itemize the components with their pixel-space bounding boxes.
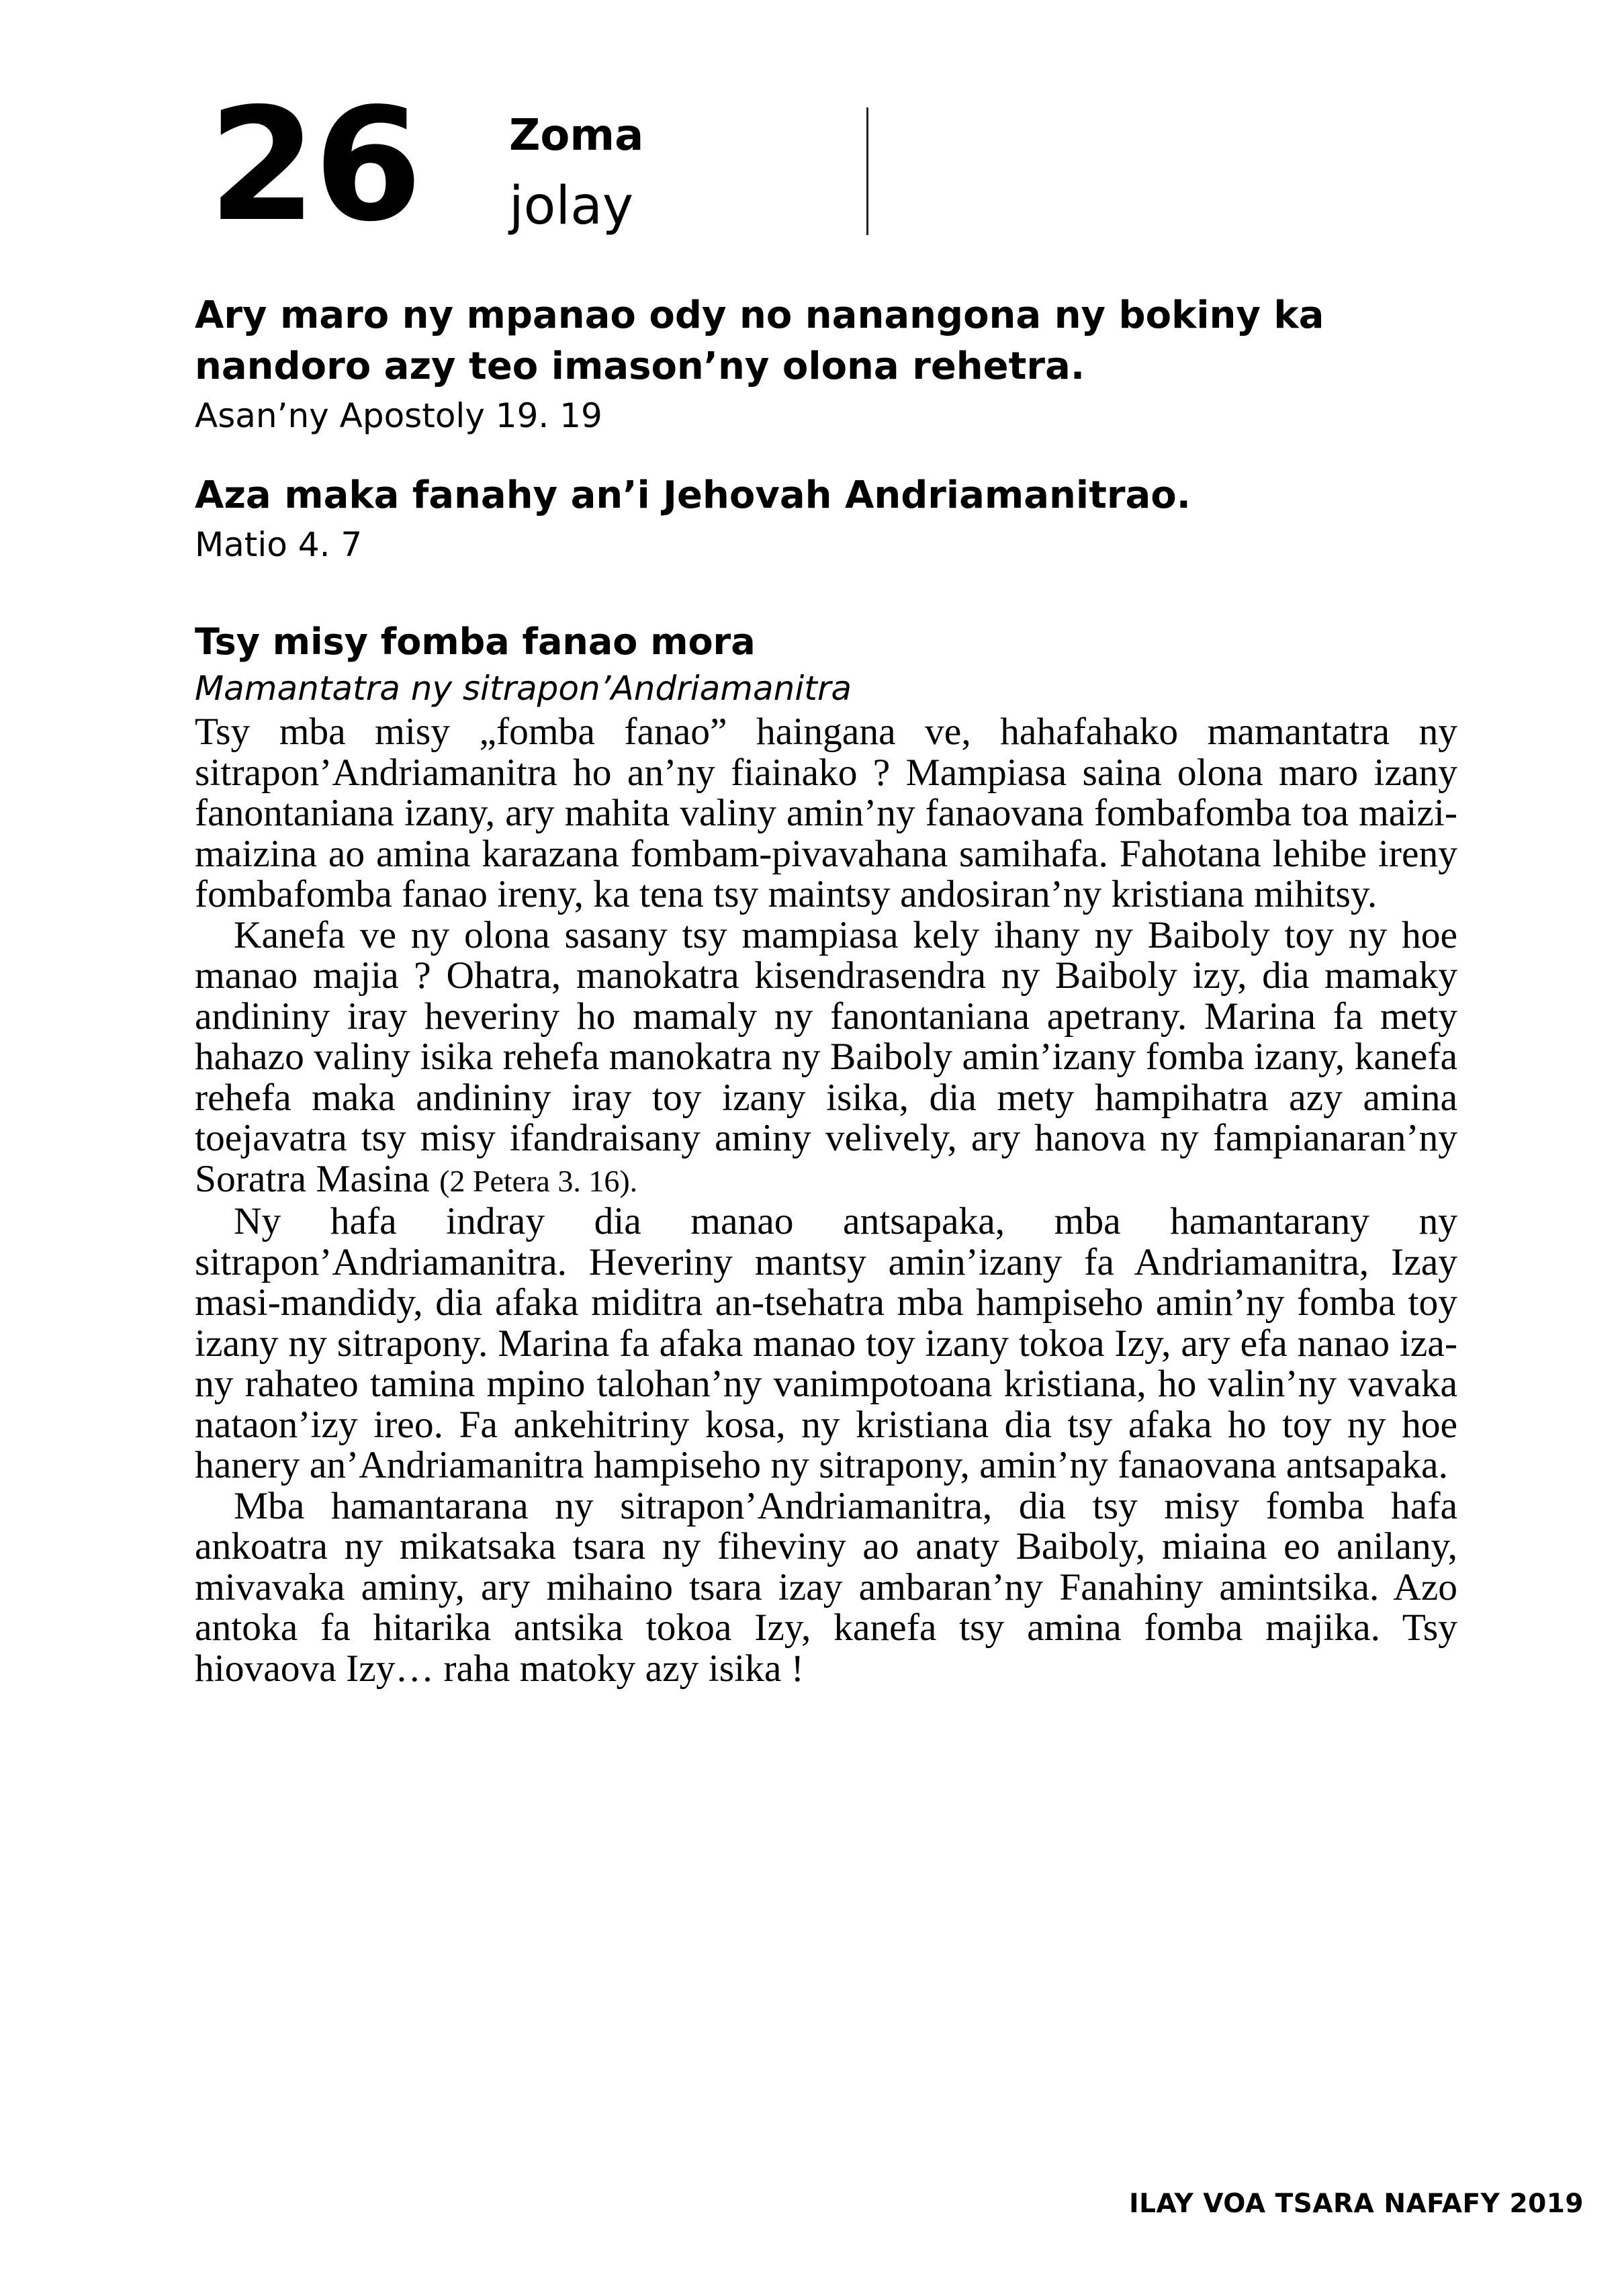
day-number: 26	[208, 75, 420, 256]
publication-footer: ILAY VOA TSARA NAFAFY 2019	[1129, 2189, 1584, 2219]
article-paragraph	[195, 915, 1457, 1202]
paragraph-text: Ny hafa indray dia manao antsapaka, mba hamantarany ny sitrapon’Andriamanitra. Heveriny mantsy amin’izany fa Andriamanitra, Izay masi-mandidy, dia afaka miditra an-tsehatra mba hampiseho amin’ny fomba toy izany ny sitrapony. Marina fa afaka manao toy izany tokoa Izy, ary efa nanao izany rahateo tamina mpino talohan’ny vanimpotoana kristiana, ho valin’ny vavaka nataon’izy ireo. Fa ankehitriny kosa, ny kristiana dia tsy afaka ho toy ny hoe hanery an’Andriamanitra hampiseho ny sitrapony, amin’ny fanaovana antsapaka.	[195, 1200, 1457, 1486]
paragraph-text: Tsy mba misy „fomba fanao” haingana ve, hahafahako mamantatra ny sitrapon’Andriamanitra ho an’ny fiainako ? Mampiasa saina olona maro izany fanontaniana izany, ary mahita valiny amin’ny fanaovana fombafomba toa maizimaizina ao amina karazana fombam-pivavahana samihafa. Fahotana lehibe ireny fombafomba fanao ireny, ka tena tsy maintsy andosiran’ny kristiana mihitsy.	[195, 711, 1457, 915]
article-paragraph	[195, 1201, 1457, 1486]
verse-1	[195, 290, 1471, 439]
article-paragraph	[195, 1486, 1457, 1690]
verse-text: Aza maka fanahy an’i Jehovah Andriamanitrao.	[195, 473, 1191, 517]
verse-reference: Matio 4. 7	[195, 525, 363, 564]
article-title: Tsy misy fomba fanao mora	[195, 621, 756, 663]
paragraph-text: Kanefa ve ny olona sasany tsy mampiasa kely ihany ny Baiboly toy ny hoe manao majia ? Ohatra, manokatra kisendrasendra ny Baiboly izy, dia mamaky andininy iray heveriny ho mamaly ny fanontaniana apetrany. Marina fa mety hahazo valiny isika rehefa manokatra ny Baiboly amin’izany fomba izany, kanefa rehefa maka andininy iray toy izany isika, dia mety hampihatra azy amina toejavatra tsy misy ifandraisany aminy velively, ary hanova ny fampianaran’ny Soratra Masina	[195, 913, 1457, 1200]
paragraph-text: Mba hamantarana ny sitrapon’Andriamanitra, dia tsy misy fomba hafa ankoatra ny mikatsaka tsara ny fiheviny ao anaty Baiboly, miaina eo anilany, mivavaka aminy, ary mihaino tsara izay ambaran’ny Fanahiny amintsika. Azo antoka fa hitarika antsika tokoa Izy, kanefa tsy amina fomba majika. Tsy hiovaova Izy… raha matoky azy isika !	[195, 1484, 1457, 1690]
header-divider	[866, 107, 868, 235]
verse-reference: Asan’ny Apostoly 19. 19	[195, 396, 602, 435]
article-subtitle: Mamantatra ny sitrapon’Andriamanitra	[195, 669, 852, 708]
weekday-label: Zoma	[509, 111, 644, 161]
date-header	[208, 75, 947, 262]
verse-text: Ary maro ny mpanao ody no nanangona ny bokiny ka nandoro azy teo imason’ny olona rehetra.	[195, 293, 1324, 388]
scripture-reference: (2 Petera 3. 16).	[439, 1163, 638, 1198]
devotional-article	[195, 618, 1457, 1689]
article-paragraph	[195, 712, 1457, 915]
month-label: jolay	[509, 176, 634, 236]
verse-2	[195, 470, 1471, 568]
